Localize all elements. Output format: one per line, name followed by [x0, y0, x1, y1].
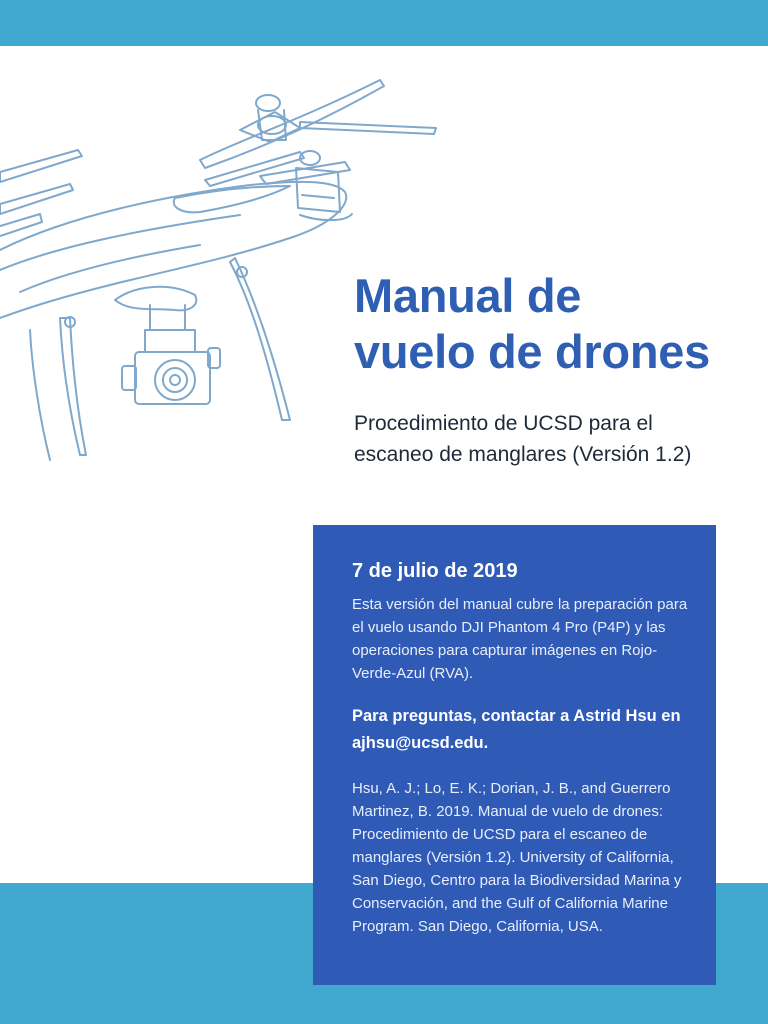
document-subtitle [354, 408, 754, 470]
info-box [313, 525, 716, 985]
citation-text: Hsu, A. J.; Lo, E. K.; Dorian, J. B., and Guerrero Martinez, B. 2019. Manual de vuelo de drones: Procedimiento de UCSD para el escaneo de manglares (Versión 1.2). University of California, San Diego, Centro para la Biodiversidad Marina y Conservación, and the Gulf of California Marine Program. San Diego, California, USA. [352, 780, 682, 935]
document-title [354, 268, 754, 380]
subtitle-line-1: Procedimiento de UCSD para el [354, 412, 653, 435]
title-line-1: Manual de [354, 269, 582, 322]
title-line-2: vuelo de drones [354, 325, 710, 378]
publication-date: 7 de julio de 2019 [352, 560, 518, 582]
contact-info: Para preguntas, contactar a Astrid Hsu en ajhsu@ucsd.edu. [352, 707, 681, 752]
version-description: Esta versión del manual cubre la preparación para el vuelo usando DJI Phantom 4 Pro (P4P) y las operaciones para capturar imágenes en Rojo-Verde-Azul (RVA). [352, 596, 688, 682]
top-color-band [0, 0, 768, 46]
subtitle-line-2: escaneo de manglares (Versión 1.2) [354, 443, 692, 466]
